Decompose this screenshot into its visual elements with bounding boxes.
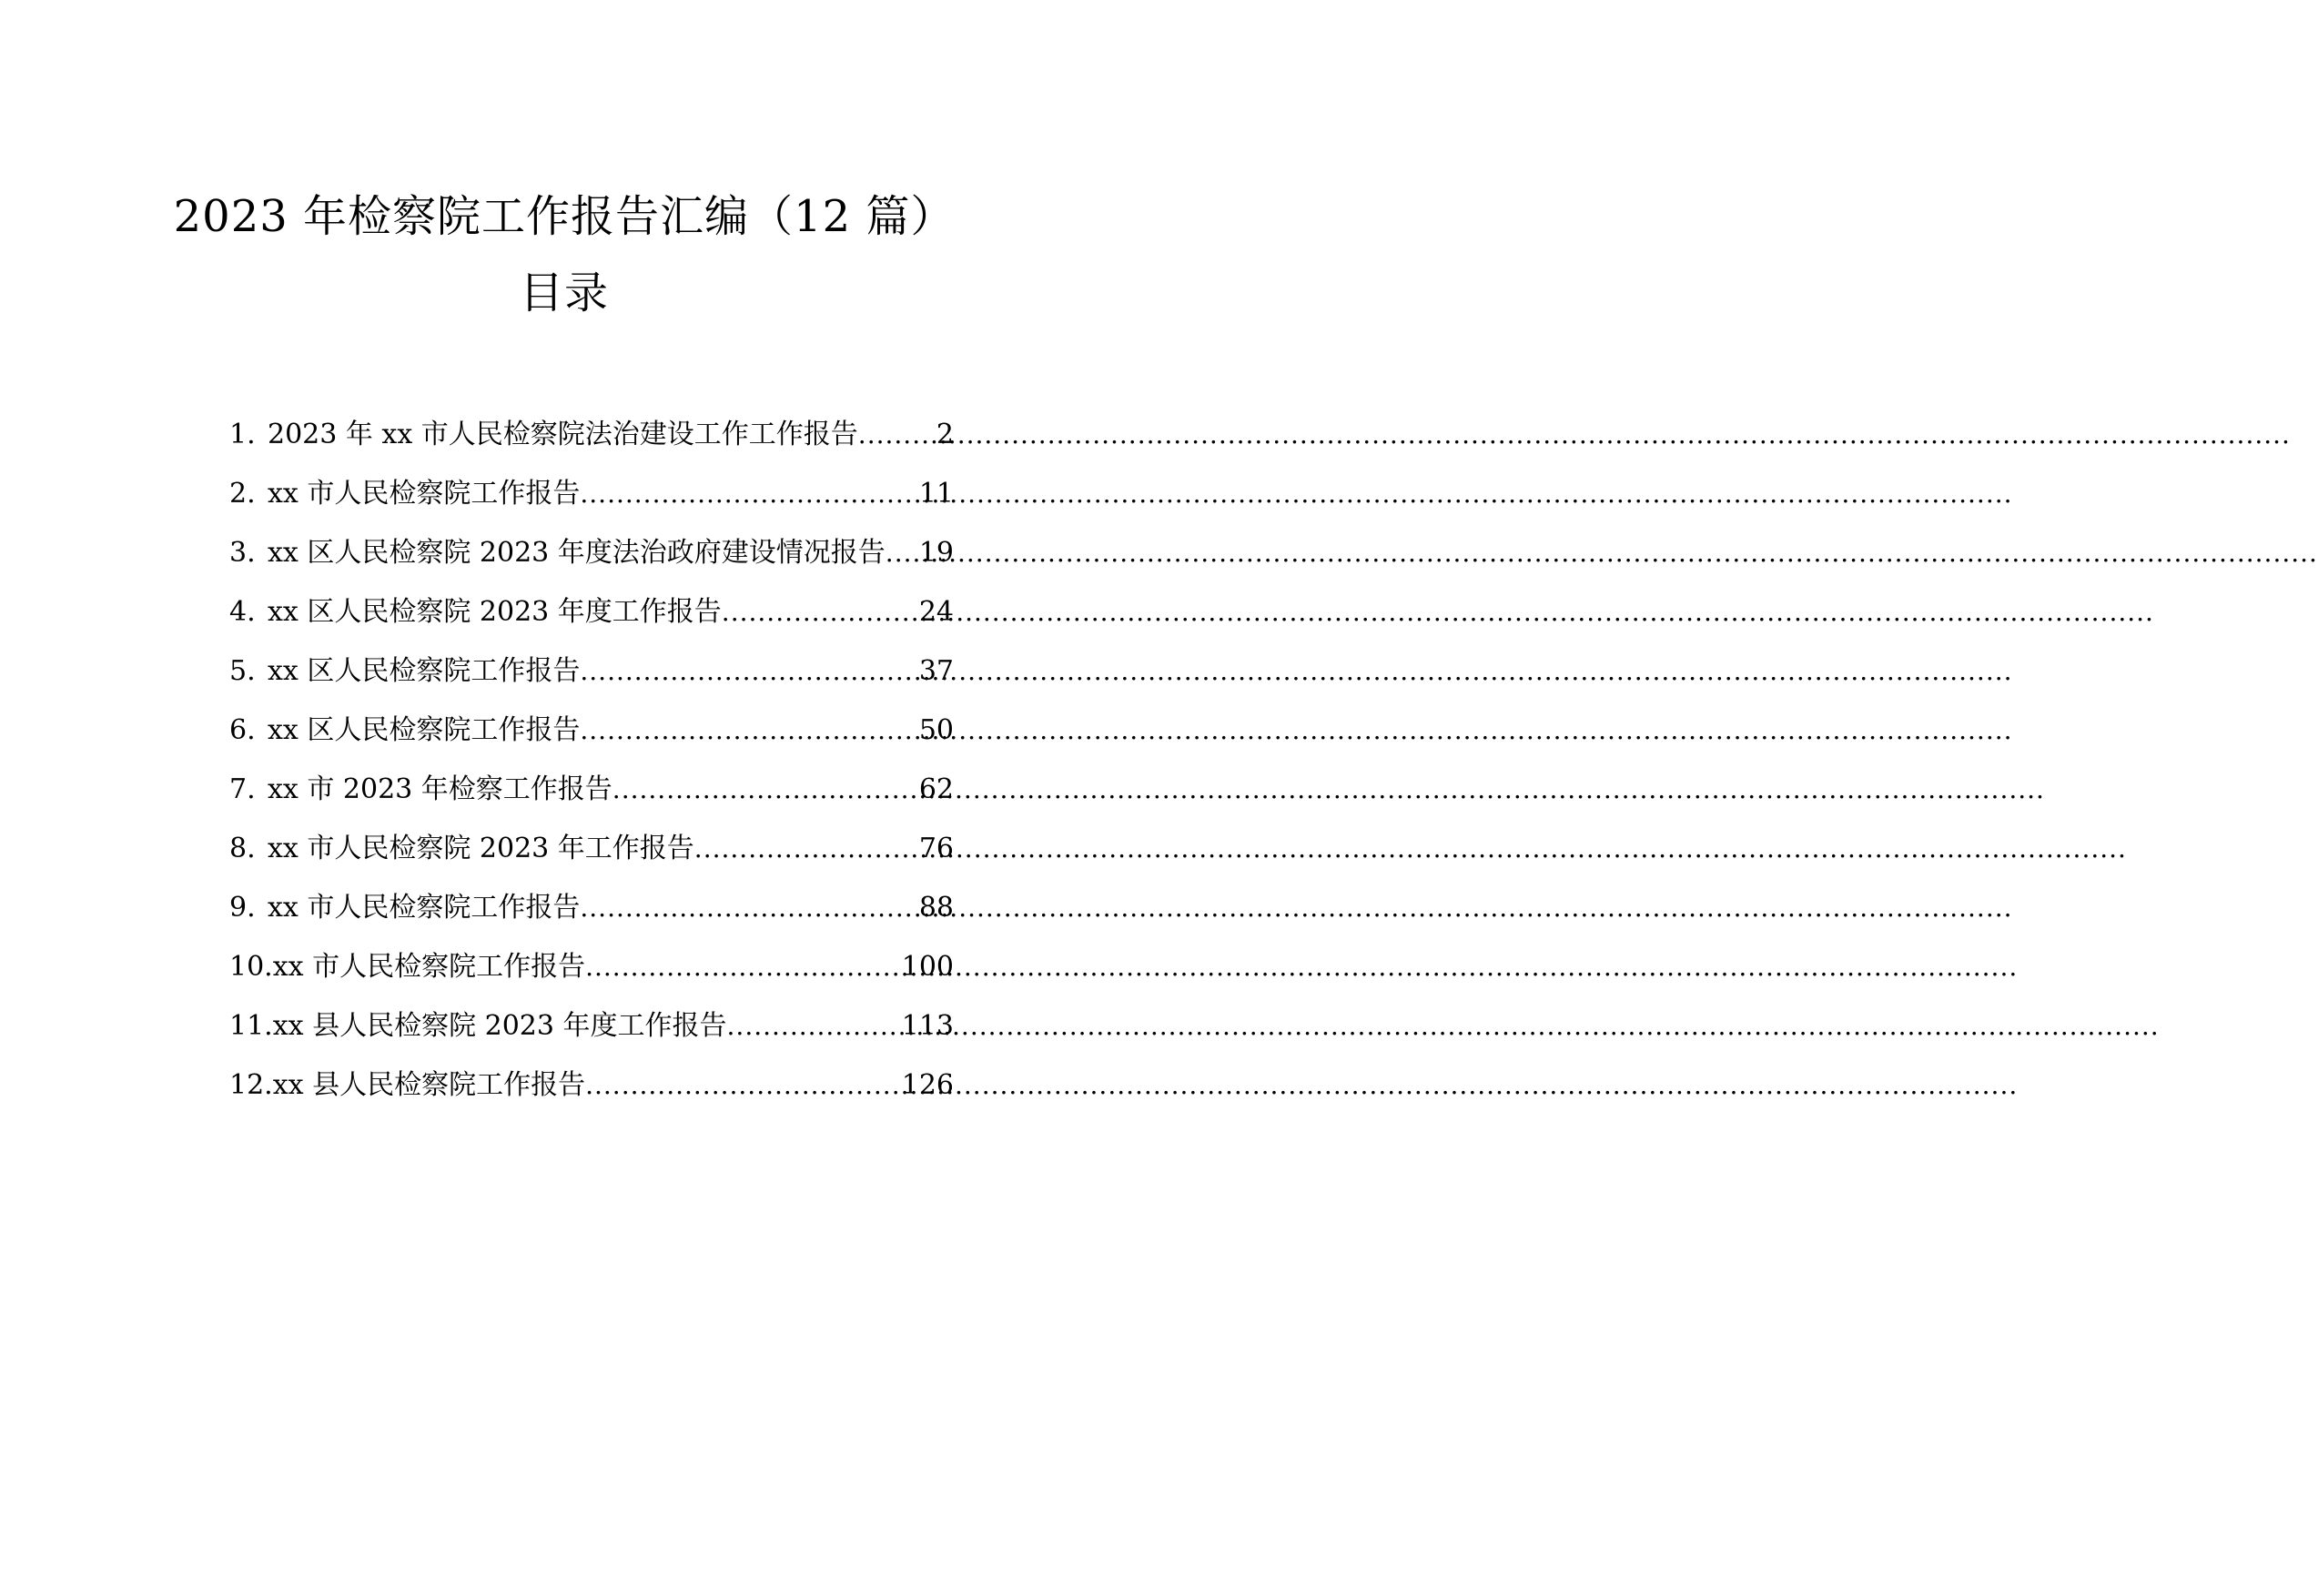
toc-entry-page: 11 <box>918 478 954 510</box>
toc-entry-page: 62 <box>918 773 954 805</box>
toc-entry-page: 100 <box>901 951 954 983</box>
toc-entry-number: 7. <box>229 773 256 805</box>
toc-entry[interactable] <box>229 630 954 689</box>
toc-entry-title: xx 区人民检察院工作报告 <box>268 714 581 746</box>
toc-entry[interactable] <box>229 571 954 630</box>
toc-entry-number: 1. <box>229 419 256 450</box>
toc-entry-page: 113 <box>901 1010 954 1042</box>
dot-leader <box>580 654 918 689</box>
toc-entry[interactable] <box>229 452 954 511</box>
dot-leader <box>580 891 918 925</box>
toc-entry[interactable] <box>229 1044 954 1103</box>
toc-entry-title: 2023 年 xx 市人民检察院法治建设工作工作报告 <box>268 419 858 450</box>
toc-entry-number: 5. <box>229 655 256 687</box>
toc-entry-title: xx 市人民检察院工作报告 <box>268 478 581 510</box>
toc-entry[interactable] <box>229 393 954 452</box>
toc-entry-page: 50 <box>918 714 954 746</box>
dot-leader <box>858 418 936 452</box>
toc-entry-page: 76 <box>918 833 954 864</box>
toc-entry-number: 6. <box>229 714 256 746</box>
toc-entry[interactable] <box>229 689 954 748</box>
dot-leader <box>694 832 919 866</box>
toc-entry[interactable] <box>229 511 954 571</box>
toc-entry-title: xx 区人民检察院 2023 年度法治政府建设情况报告 <box>268 537 886 569</box>
toc-entry-number: 10. <box>229 951 273 983</box>
toc-entry-number: 11. <box>229 1010 273 1042</box>
toc-entry-number: 3. <box>229 537 256 569</box>
toc-entry-number: 12. <box>229 1069 273 1101</box>
toc-entry-title: xx 县人民检察院 2023 年度工作报告 <box>272 1010 727 1042</box>
toc-entry-title: xx 市人民检察院工作报告 <box>272 951 586 983</box>
dot-leader <box>585 950 902 985</box>
dot-leader <box>585 1068 902 1103</box>
toc-entry-page: 126 <box>901 1069 954 1101</box>
toc-entry-title: xx 县人民检察院工作报告 <box>272 1069 586 1101</box>
toc-entry-number: 2. <box>229 478 256 510</box>
dot-leader <box>580 713 918 748</box>
toc-entry[interactable] <box>229 866 954 925</box>
dot-leader <box>727 1009 902 1044</box>
toc-entry-number: 8. <box>229 833 256 864</box>
table-of-contents <box>229 393 954 1103</box>
toc-entry-title: xx 市人民检察院 2023 年工作报告 <box>268 833 694 864</box>
toc-entry[interactable] <box>229 985 954 1044</box>
dot-leader <box>886 536 919 571</box>
toc-entry-title: xx 区人民检察院工作报告 <box>268 655 581 687</box>
toc-entry-page: 2 <box>936 419 954 450</box>
toc-entry[interactable] <box>229 748 954 807</box>
dot-leader <box>612 773 919 807</box>
toc-entry-page: 24 <box>918 596 954 628</box>
toc-entry-number: 9. <box>229 892 256 924</box>
toc-entry[interactable] <box>229 925 954 985</box>
toc-entry-title: xx 市人民检察院工作报告 <box>268 892 581 924</box>
dot-leader <box>580 477 918 511</box>
toc-entry-page: 88 <box>918 892 954 924</box>
dot-leader <box>722 595 919 630</box>
toc-entry-title: xx 市 2023 年检察工作报告 <box>268 773 612 805</box>
document-title: 2023 年检察院工作报告汇编（12 篇） <box>173 191 956 242</box>
toc-entry-number: 4. <box>229 596 256 628</box>
toc-entry-page: 19 <box>918 537 954 569</box>
toc-entry[interactable] <box>229 807 954 866</box>
toc-entry-page: 37 <box>918 655 954 687</box>
toc-entry-title: xx 区人民检察院 2023 年度工作报告 <box>268 596 722 628</box>
toc-heading: 目录 <box>519 268 609 318</box>
